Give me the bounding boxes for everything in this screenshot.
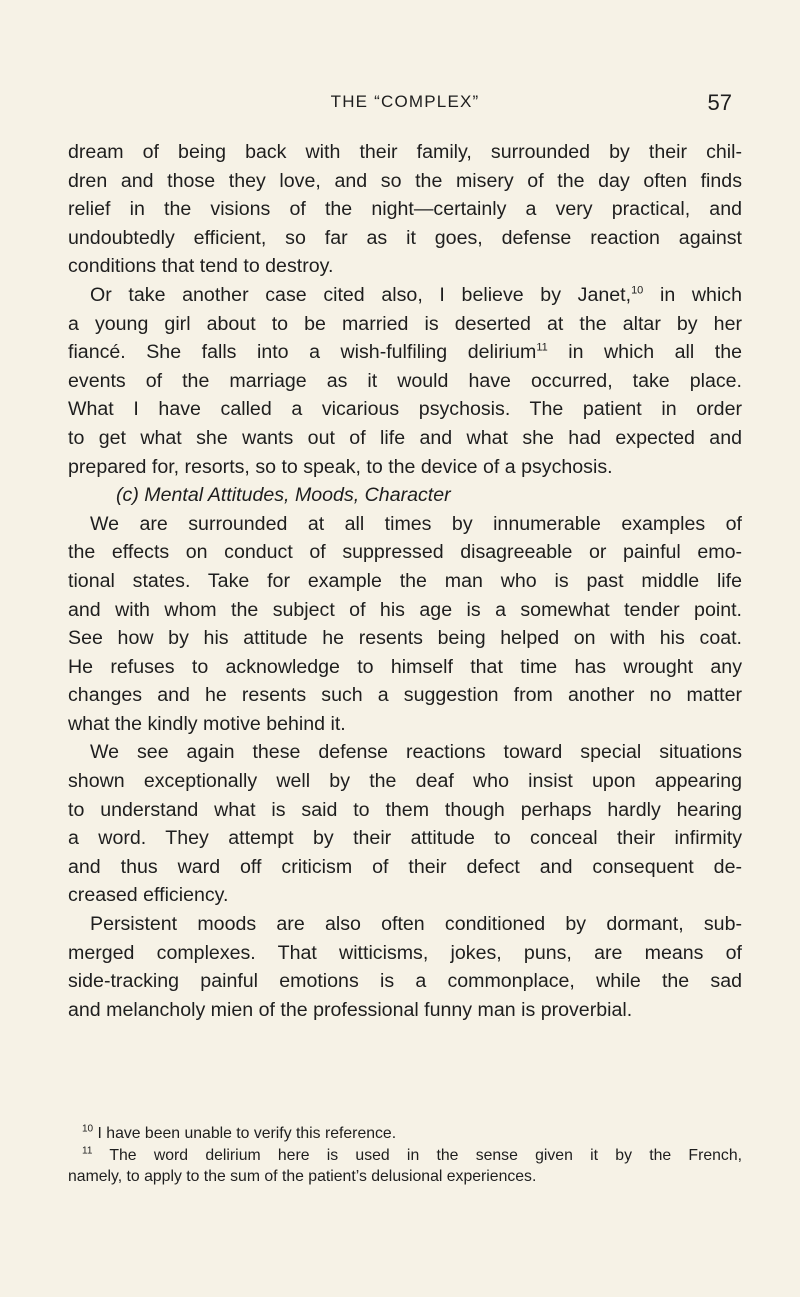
text-line: relief in the visions of the night—certainly a very practical, and — [68, 198, 742, 221]
text-line — [68, 338, 742, 367]
text-line: shown exceptionally well by the deaf who insist upon appearing — [68, 770, 742, 793]
text-line: and with whom the subject of his age is a somewhat tender point. — [68, 598, 742, 621]
text-line: dream of being back with their family, surrounded by their chil- — [68, 141, 742, 163]
text-line: events of the marriage as it would have occurred, take place. — [68, 369, 742, 392]
text-line — [68, 281, 742, 310]
page-number: 57 — [707, 90, 732, 115]
text-line: to understand what is said to them though perhaps hardly hearing — [68, 798, 742, 821]
text-line: He refuses to acknowledge to himself that time has wrought any — [68, 655, 742, 678]
body-text — [68, 138, 742, 1024]
text-line: what the kindly motive behind it. — [68, 712, 346, 735]
line-text: fiancé. She falls into a wish-fulfiling delirium — [68, 341, 537, 364]
footnote-ref-10: 10 — [631, 284, 644, 297]
text-line: prepared for, resorts, so to speak, to the device of a psychosis. — [68, 455, 613, 478]
text-line: a word. They attempt by their attitude to conceal their infirmity — [68, 827, 742, 850]
text-line: We see again these defense reactions toward special situations — [90, 741, 742, 764]
line-text: in which — [643, 283, 742, 306]
footnote-ref-11: 11 — [536, 341, 548, 354]
text-line: merged complexes. That witticisms, jokes, puns, are means of — [68, 941, 742, 964]
text-line: conditions that tend to destroy. — [68, 255, 334, 278]
text-line: changes and he resents such a suggestion from another no matter — [68, 684, 742, 707]
text-line: We are surrounded at all times by innumerable examples of — [90, 512, 742, 535]
footnote — [68, 1123, 742, 1145]
footnote-text: The word delirium here is used in the sense given it by the French, — [92, 1146, 742, 1164]
text-line: and melancholy mien of the professional funny man is proverbial. — [68, 998, 633, 1021]
footnote-text: I have been unable to verify this reference. — [93, 1125, 397, 1142]
running-head: THE “COMPLEX” — [330, 92, 480, 111]
text-line: undoubtedly efficient, so far as it goes, defense reaction against — [68, 226, 742, 249]
footnote-mark: 10 — [82, 1123, 94, 1135]
section-heading: (c) Mental Attitudes, Moods, Character — [116, 484, 451, 507]
text-line: the effects on conduct of suppressed disagreeable or painful emo- — [68, 541, 742, 564]
text-line: creased efficiency. — [68, 884, 229, 907]
footnote-continuation: namely, to apply to the sum of the patient’s delusional experiences. — [68, 1168, 537, 1185]
text-line: tional states. Take for example the man who is past middle life — [68, 569, 742, 592]
footnotes — [68, 1123, 742, 1188]
text-line: and thus ward off criticism of their defect and consequent de- — [68, 855, 742, 878]
footnote-mark: 11 — [82, 1145, 93, 1157]
line-text: in which all the — [547, 341, 742, 364]
footnote — [68, 1145, 742, 1167]
text-line: dren and those they love, and so the misery of the day often finds — [68, 169, 742, 192]
line-text: Or take another case cited also, I believe by Janet, — [90, 283, 632, 306]
text-line: See how by his attitude he resents being helped on with his coat. — [68, 627, 742, 650]
text-line: side-tracking painful emotions is a commonplace, while the sad — [68, 970, 742, 993]
text-line: to get what she wants out of life and what she had expected and — [68, 426, 742, 449]
page-header — [68, 92, 742, 122]
text-line: Persistent moods are also often conditioned by dormant, sub- — [90, 913, 742, 936]
text-line: What I have called a vicarious psychosis. The patient in order — [68, 398, 742, 421]
text-line: a young girl about to be married is deserted at the altar by her — [68, 312, 742, 335]
